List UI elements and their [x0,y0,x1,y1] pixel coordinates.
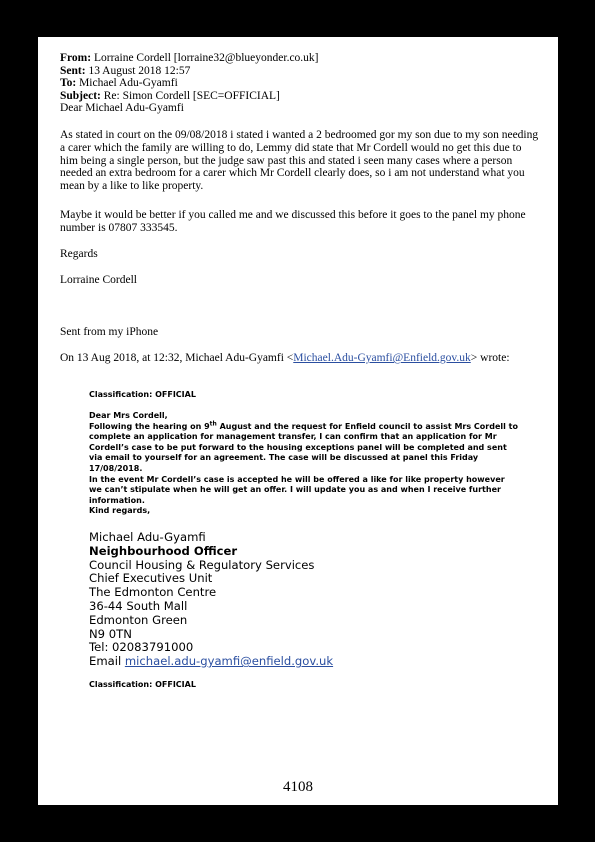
to-value: Michael Adu-Gyamfi [79,77,178,89]
from-value: Lorraine Cordell [lorraine32@blueyonder.co.uk] [93,52,319,64]
from-line [60,52,319,65]
reply-signature-name: Lorraine Cordell [60,274,137,286]
sent-from-line: Sent from my iPhone [60,326,159,338]
quoted-date-suffix: th [209,419,217,427]
signature-building: The Edmonton Centre [89,585,217,600]
classification-bottom: Classification: OFFICIAL [89,680,196,689]
to-label: To: [60,77,77,89]
quoted-paragraph-1-start: Following the hearing on 9 [89,421,210,431]
signature-telephone: Tel: 02083791000 [89,640,194,655]
subject-label: Subject: [60,89,101,102]
reply-regards: Regards [60,248,98,260]
quoted-body [89,411,519,517]
document-page [38,37,558,805]
on-wrote-prefix: On 13 Aug 2018, at 12:32, Michael Adu-Gyamfi < [60,352,294,364]
email-header [60,52,319,115]
signature-email-line [89,655,519,669]
signature-title-text: Neighbourhood Officer [89,543,238,558]
sent-label: Sent: [60,64,86,77]
quoted-kind-regards: Kind regards, [89,506,151,516]
signature-name: Michael Adu-Gyamfi [89,530,206,544]
signature-email-label: Email [89,654,125,669]
on-wrote-line [60,352,540,365]
from-label: From: [60,52,92,64]
quoted-paragraph-2: In the event Mr Cordell’s case is accepted he will be offered a like for like property however we can’t stipulate when he will get an offer. I will update you as and when I receive further information. [89,474,505,505]
reply-paragraph-2: Maybe it would be better if you called me and we discussed this before it goes to the panel my phone number is 07807 333545. [60,209,526,234]
signature-town: Edmonton Green [89,612,188,627]
signature-street: 36-44 South Mall [89,598,188,613]
reply-paragraph-1: As stated in court on the 09/08/2018 i stated i wanted a 2 bedroomed gor my son due to my son needing a carer which the family are willing to do, Lemmy did state that Mr Cordell would no get this due to him being a single person, but the judge saw past this and stated i seen many cases where a person needed an extra bedroom for a carer which Mr Cordell clearly does, so i am not understand what you mean by a like to like property. [60,129,539,193]
page-number: 4108 [283,779,313,795]
signature-email-link[interactable]: michael.adu-gyamfi@enfield.gov.uk [124,654,334,669]
quoted-signature-block [89,531,519,669]
quoted-greeting: Dear Mrs Cordell, [89,411,168,420]
signature-department: Council Housing & Regulatory Services [89,557,315,572]
classification-top: Classification: OFFICIAL [89,390,196,399]
signature-postcode: N9 0TN [89,626,132,641]
signature-title [89,545,519,559]
quoted-paragraph-1-rest: August and the request for Enfield council to assist Mrs Cordell to complete an application for management transfer, I can confirm that an application for Mr Cordell’s case to be put forward to the housing exceptions panel will be completed and sent via email to yourself for an agreement. The case will be discussed at panel this Friday 17/08/2018. [89,421,518,473]
to-line [60,77,319,90]
sent-line [60,65,319,78]
reply-greeting: Dear Michael Adu-Gyamfi [60,102,184,114]
signature-unit: Chief Executives Unit [89,571,213,586]
subject-line [60,90,319,103]
quoted-sender-email-link[interactable]: Michael.Adu-Gyamfi@Enfield.gov.uk [293,352,471,364]
subject-value: Re: Simon Cordell [SEC=OFFICIAL] [103,89,280,102]
quoted-paragraph-1 [89,419,519,475]
sent-value: 13 August 2018 12:57 [88,64,191,77]
on-wrote-suffix: > wrote: [470,352,510,364]
